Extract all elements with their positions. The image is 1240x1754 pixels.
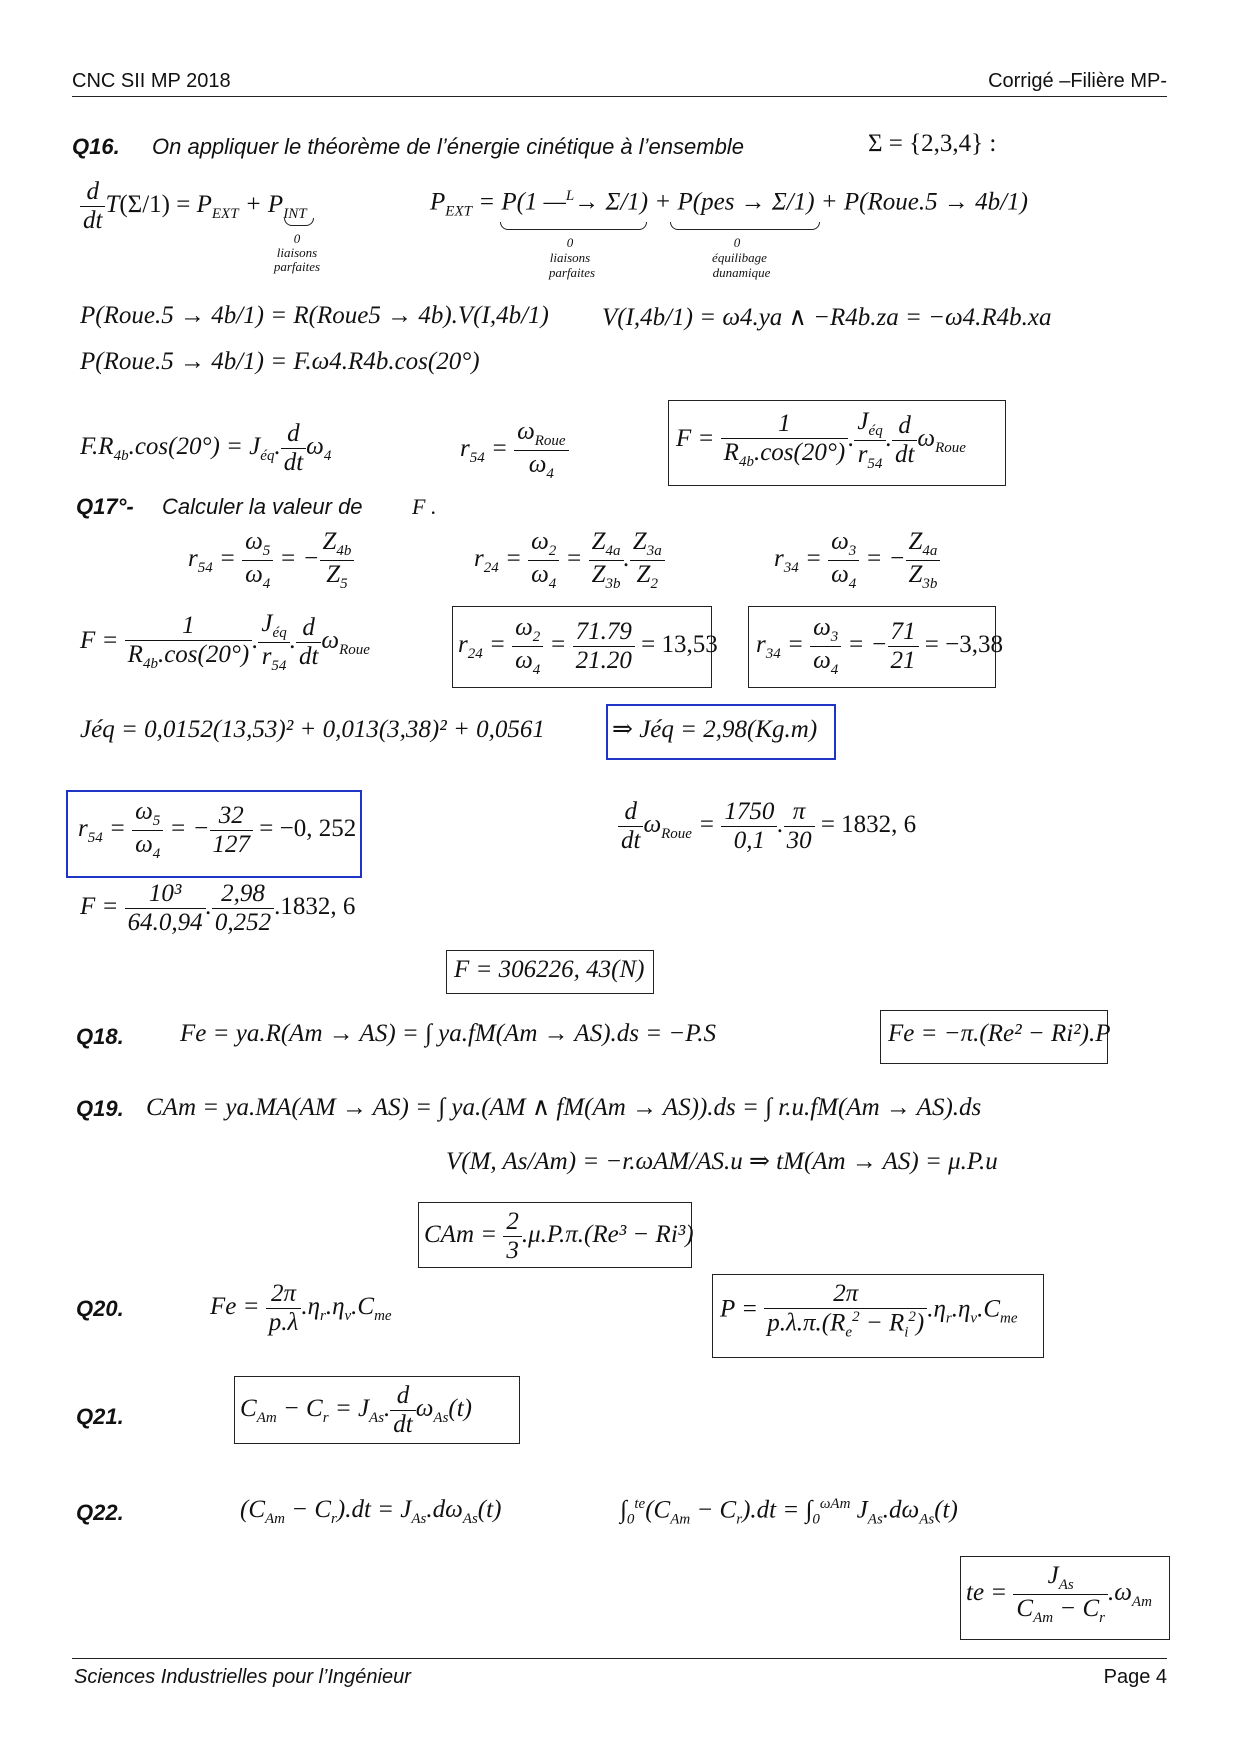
omega-roue-calc: $\frac{d}{dt}$ $\omega_{Roue}$ = $\frac{1750}{0,1}$ . $\frac{\pi}{30}$ = 1832, 6: [618, 798, 916, 855]
q21-eq: $C_{Am} - C_r = J_{As}$. $\frac{d}{dt}$ $\omega_{As}(t)$: [240, 1382, 473, 1438]
q19-result: CAm = $\frac{2}{3}$ .μ.P.π.(Re³ − Ri³): [424, 1208, 694, 1264]
q22-eq2: $\int_0^{te}(C_{Am} - C_r).dt = \int_0^{\omega Am}$ $J_{As}.d\omega_{As}(t)$: [620, 1496, 958, 1528]
q16-energy-eq: $\frac{d}{dt}$ $T(\Sigma/1) = P_{EXT} + P_{INT}$: [80, 178, 307, 235]
q20-label: Q20.: [76, 1296, 124, 1321]
q16-text: On appliquer le théorème de l’énergie cinétique à l’ensemble: [152, 134, 744, 159]
brace-pint: [284, 218, 314, 226]
q16-set: Σ = {2,3,4} :: [868, 130, 997, 157]
footer-rule: [72, 1658, 1167, 1659]
note-liaisons-1: liaisons: [276, 245, 318, 260]
q17-r24-ratio: $r_{24}$ = $\frac{\omega_2}{\omega_4}$ = $\frac{Z_{4a}}{Z_{3b}}$ . $\frac{Z_{3a}}{Z_2}$: [474, 528, 665, 593]
q18-eq: Fe = ya.R(Am → AS) = ∫ ya.fM(Am → AS).ds = −P.S: [180, 1020, 717, 1047]
q20-result: P = $\frac{2\pi}{p.\lambda.\pi.(R_e^2 - R_i^2)}$ $.\eta_r.\eta_v.C_{me}$: [720, 1280, 1018, 1341]
r34-calc: $r_{34}$ = $\frac{\omega_3}{\omega_4}$ = − $\frac{71}{21}$ = −3,38: [756, 614, 1003, 678]
q17-r54-ratio: $r_{54}$ = $\frac{\omega_5}{\omega_4}$ = − $\frac{Z_{4b}}{Z_5}$: [188, 528, 354, 593]
q17-r34-ratio: $r_{34}$ = $\frac{\omega_3}{\omega_4}$ = − $\frac{Z_{4a}}{Z_{3b}}$: [774, 528, 940, 593]
q20-fe-eq: Fe = $\frac{2\pi}{p.\lambda}$ $.\eta_r.\eta_v.C_{me}$: [210, 1280, 392, 1336]
r24-calc: $r_{24}$ = $\frac{\omega_2}{\omega_4}$ = $\frac{71.79}{21.20}$ = 13,53: [458, 614, 718, 678]
q19-eq2: V(M, As/Am) = −r.ωAM/AS.u ⇒ tM(Am → AS) = μ.P.u: [446, 1148, 998, 1175]
q18-result: Fe = −π.(Re² − Ri²).P: [888, 1020, 1111, 1047]
q17-var: F .: [412, 494, 437, 519]
note-dynamique: dunamique: [712, 265, 771, 280]
q17-label: Q17°-: [76, 494, 134, 519]
q19-label: Q19.: [76, 1096, 124, 1121]
r54-calc: $r_{54}$ = $\frac{\omega_5}{\omega_4}$ = − $\frac{32}{127}$ = −0, 252: [78, 798, 357, 862]
q16-power-roue: P(Roue.5 → 4b/1) = R(Roue5 → 4b).V(I,4b/1): [80, 302, 549, 329]
note-zero-2: 0: [566, 235, 574, 250]
footer-left: Sciences Industrielles pour l’Ingénieur: [74, 1666, 411, 1688]
f-numeric-calc: F = $\frac{\text{10³}}{64.0,94}$ . $\frac{2,98}{0,252}$ .1832, 6: [80, 880, 356, 936]
q22-eq1: $(C_{Am} - C_r).dt = J_{As}.d\omega_{As}(t)$: [240, 1496, 502, 1527]
header-right: Corrigé –Filière MP-: [988, 70, 1167, 92]
q22-result: te = $\frac{J_{As}}{C_{Am} - C_r}$ $.\omega_{Am}$: [966, 1562, 1152, 1626]
jeq-result: ⇒ Jéq = 2,98(Kg.m): [612, 716, 818, 743]
q17-jeq-line: Jéq = 0,0152(13,53)² + 0,013(3,38)² + 0,0561: [80, 716, 545, 743]
header-rule: [72, 96, 1167, 97]
header-left: CNC SII MP 2018: [72, 70, 231, 92]
f-result: F = 306226, 43(N): [454, 956, 645, 983]
brace-liaison: [500, 222, 647, 230]
q16-power-roue-2: P(Roue.5 → 4b/1) = F.ω4.R4b.cos(20°): [80, 348, 480, 375]
q16-r54-def: $r_{54}$ = $\frac{\omega_{Roue}}{\omega_4}$: [460, 418, 569, 483]
note-zero-3: 0: [733, 235, 741, 250]
note-parfaites-2: parfaites: [548, 265, 596, 280]
footer-right: Page 4: [1103, 1666, 1167, 1688]
q22-label: Q22.: [76, 1500, 124, 1525]
q19-eq1: CAm = ya.MA(AM → AS) = ∫ ya.(AM ∧ fM(Am → AS)).ds = ∫ r.u.fM(Am → AS).ds: [146, 1094, 982, 1121]
note-equilibrage: équilibage: [712, 250, 767, 265]
q16-velocity: V(I,4b/1) = ω4.ya ∧ −R4b.za = −ω4.R4b.xa: [602, 304, 1052, 331]
q16-pext-eq: $P_{EXT} = P(1$ —$^L$→ Σ/1) + P(pes → Σ/1) + P(Roue.5 → 4b/1): [430, 188, 1028, 220]
q21-label: Q21.: [76, 1404, 124, 1429]
q17-text: Calculer la valeur de: [162, 494, 363, 519]
note-parfaites-1: parfaites: [273, 259, 321, 274]
q17-f-formula: F = $\frac{1}{R_{4b}.\cos(20^\circ)}$ . $\frac{J_{éq}}{r_{54}}$ . $\frac{d}{dt}$ $\omega_{Roue}$: [80, 610, 370, 674]
q16-label: Q16.: [72, 134, 120, 159]
brace-pes: [670, 222, 820, 230]
q16-force-eq: $F.R_{4b}.\cos(20^\circ) = J_{éq}$. $\frac{d}{dt}$ $\omega_4$: [80, 420, 332, 476]
note-liaisons-2: liaisons: [549, 250, 591, 265]
q16-result-f: F = $\frac{1}{R_{4b}.\cos(20^\circ)}$ . $\frac{J_{éq}}{r_{54}}$ . $\frac{d}{dt}$ $\omega_{Roue}$: [676, 408, 966, 472]
q18-label: Q18.: [76, 1024, 124, 1049]
note-zero-1: 0: [293, 231, 301, 246]
